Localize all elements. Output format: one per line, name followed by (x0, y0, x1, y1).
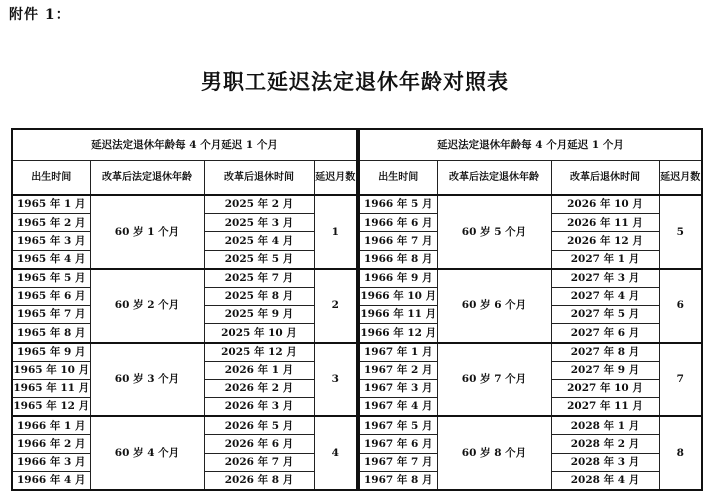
table-row (12, 343, 357, 362)
birth-cell: 1967 年 1 月 (359, 343, 437, 362)
header-birth: 出生时间 (359, 161, 437, 196)
birth-cell: 1965 年 3 月 (12, 232, 90, 250)
birth-cell: 1967 年 2 月 (359, 361, 437, 379)
header-retire-age: 改革后法定退休年龄 (437, 161, 551, 196)
retire-time-cell: 2025 年 2 月 (204, 195, 314, 214)
birth-cell: 1966 年 1 月 (12, 416, 90, 435)
birth-cell: 1967 年 6 月 (359, 435, 437, 453)
birth-cell: 1966 年 8 月 (359, 250, 437, 269)
birth-cell: 1965 年 2 月 (12, 214, 90, 232)
birth-cell: 1967 年 7 月 (359, 453, 437, 471)
table-row (359, 343, 702, 362)
table-row (359, 269, 702, 288)
retire-time-cell: 2027 年 3 月 (551, 269, 659, 288)
retire-time-cell: 2025 年 10 月 (204, 324, 314, 343)
birth-cell: 1967 年 8 月 (359, 471, 437, 490)
birth-cell: 1966 年 3 月 (12, 453, 90, 471)
retire-time-cell: 2027 年 5 月 (551, 306, 659, 324)
retire-time-cell: 2025 年 5 月 (204, 250, 314, 269)
birth-cell: 1966 年 7 月 (359, 232, 437, 250)
header-retire-age: 改革后法定退休年龄 (90, 161, 204, 196)
retire-time-cell: 2026 年 10 月 (551, 195, 659, 214)
retire-time-cell: 2028 年 4 月 (551, 471, 659, 490)
birth-cell: 1966 年 12 月 (359, 324, 437, 343)
table-row (359, 416, 702, 435)
birth-cell: 1965 年 7 月 (12, 306, 90, 324)
table-caption: 延迟法定退休年龄每 4 个月延迟 1 个月 (12, 129, 357, 161)
table-row (12, 195, 357, 214)
retire-time-cell: 2028 年 2 月 (551, 435, 659, 453)
birth-cell: 1965 年 12 月 (12, 398, 90, 417)
birth-cell: 1967 年 5 月 (359, 416, 437, 435)
retire-time-cell: 2027 年 1 月 (551, 250, 659, 269)
retire-time-cell: 2026 年 11 月 (551, 214, 659, 232)
header-retire-time: 改革后退休时间 (551, 161, 659, 196)
retire-time-cell: 2026 年 7 月 (204, 453, 314, 471)
birth-cell: 1967 年 3 月 (359, 379, 437, 397)
birth-cell: 1965 年 11 月 (12, 379, 90, 397)
retire-time-cell: 2028 年 3 月 (551, 453, 659, 471)
retire-age-cell: 60 岁 6 个月 (437, 269, 551, 343)
header-delay: 延迟月数 (314, 161, 357, 196)
table-row (12, 416, 357, 435)
retire-time-cell: 2025 年 7 月 (204, 269, 314, 288)
caption-row (12, 129, 357, 161)
birth-cell: 1965 年 6 月 (12, 287, 90, 305)
retire-time-cell: 2026 年 1 月 (204, 361, 314, 379)
delay-cell: 2 (314, 269, 357, 343)
retire-age-cell: 60 岁 2 个月 (90, 269, 204, 343)
delay-cell: 8 (659, 416, 702, 490)
birth-cell: 1965 年 8 月 (12, 324, 90, 343)
retire-time-cell: 2027 年 10 月 (551, 379, 659, 397)
retire-age-cell: 60 岁 7 个月 (437, 343, 551, 417)
retire-time-cell: 2025 年 4 月 (204, 232, 314, 250)
table-caption: 延迟法定退休年龄每 4 个月延迟 1 个月 (359, 129, 702, 161)
retire-time-cell: 2025 年 3 月 (204, 214, 314, 232)
delay-cell: 7 (659, 343, 702, 417)
delay-cell: 5 (659, 195, 702, 269)
comparison-table-left (11, 128, 358, 491)
header-retire-time: 改革后退休时间 (204, 161, 314, 196)
retire-age-cell: 60 岁 5 个月 (437, 195, 551, 269)
retire-age-cell: 60 岁 4 个月 (90, 416, 204, 490)
retire-time-cell: 2027 年 4 月 (551, 287, 659, 305)
retire-time-cell: 2027 年 11 月 (551, 398, 659, 417)
header-row (12, 161, 357, 196)
comparison-table-right (358, 128, 703, 491)
retire-time-cell: 2026 年 5 月 (204, 416, 314, 435)
retire-time-cell: 2026 年 3 月 (204, 398, 314, 417)
retire-time-cell: 2028 年 1 月 (551, 416, 659, 435)
birth-cell: 1966 年 6 月 (359, 214, 437, 232)
delay-cell: 3 (314, 343, 357, 417)
delay-cell: 1 (314, 195, 357, 269)
retire-age-cell: 60 岁 3 个月 (90, 343, 204, 417)
table-row (359, 195, 702, 214)
birth-cell: 1965 年 10 月 (12, 361, 90, 379)
table-row (12, 269, 357, 288)
retire-time-cell: 2026 年 8 月 (204, 471, 314, 490)
birth-cell: 1966 年 9 月 (359, 269, 437, 288)
birth-cell: 1965 年 9 月 (12, 343, 90, 362)
retire-time-cell: 2027 年 6 月 (551, 324, 659, 343)
document-title: 男职工延迟法定退休年龄对照表 (201, 69, 509, 94)
caption-row (359, 129, 702, 161)
header-delay: 延迟月数 (659, 161, 702, 196)
birth-cell: 1965 年 5 月 (12, 269, 90, 288)
retire-time-cell: 2027 年 8 月 (551, 343, 659, 362)
header-birth: 出生时间 (12, 161, 90, 196)
retire-time-cell: 2025 年 12 月 (204, 343, 314, 362)
retire-age-cell: 60 岁 1 个月 (90, 195, 204, 269)
retire-time-cell: 2025 年 9 月 (204, 306, 314, 324)
delay-cell: 6 (659, 269, 702, 343)
birth-cell: 1966 年 5 月 (359, 195, 437, 214)
birth-cell: 1966 年 2 月 (12, 435, 90, 453)
attachment-label: 附件 1： (9, 7, 71, 23)
retire-time-cell: 2025 年 8 月 (204, 287, 314, 305)
birth-cell: 1966 年 10 月 (359, 287, 437, 305)
retire-time-cell: 2026 年 12 月 (551, 232, 659, 250)
retire-age-cell: 60 岁 8 个月 (437, 416, 551, 490)
birth-cell: 1967 年 4 月 (359, 398, 437, 417)
retire-time-cell: 2026 年 6 月 (204, 435, 314, 453)
delay-cell: 4 (314, 416, 357, 490)
birth-cell: 1966 年 4 月 (12, 471, 90, 490)
retire-time-cell: 2027 年 9 月 (551, 361, 659, 379)
birth-cell: 1966 年 11 月 (359, 306, 437, 324)
birth-cell: 1965 年 4 月 (12, 250, 90, 269)
retire-time-cell: 2026 年 2 月 (204, 379, 314, 397)
header-row (359, 161, 702, 196)
birth-cell: 1965 年 1 月 (12, 195, 90, 214)
